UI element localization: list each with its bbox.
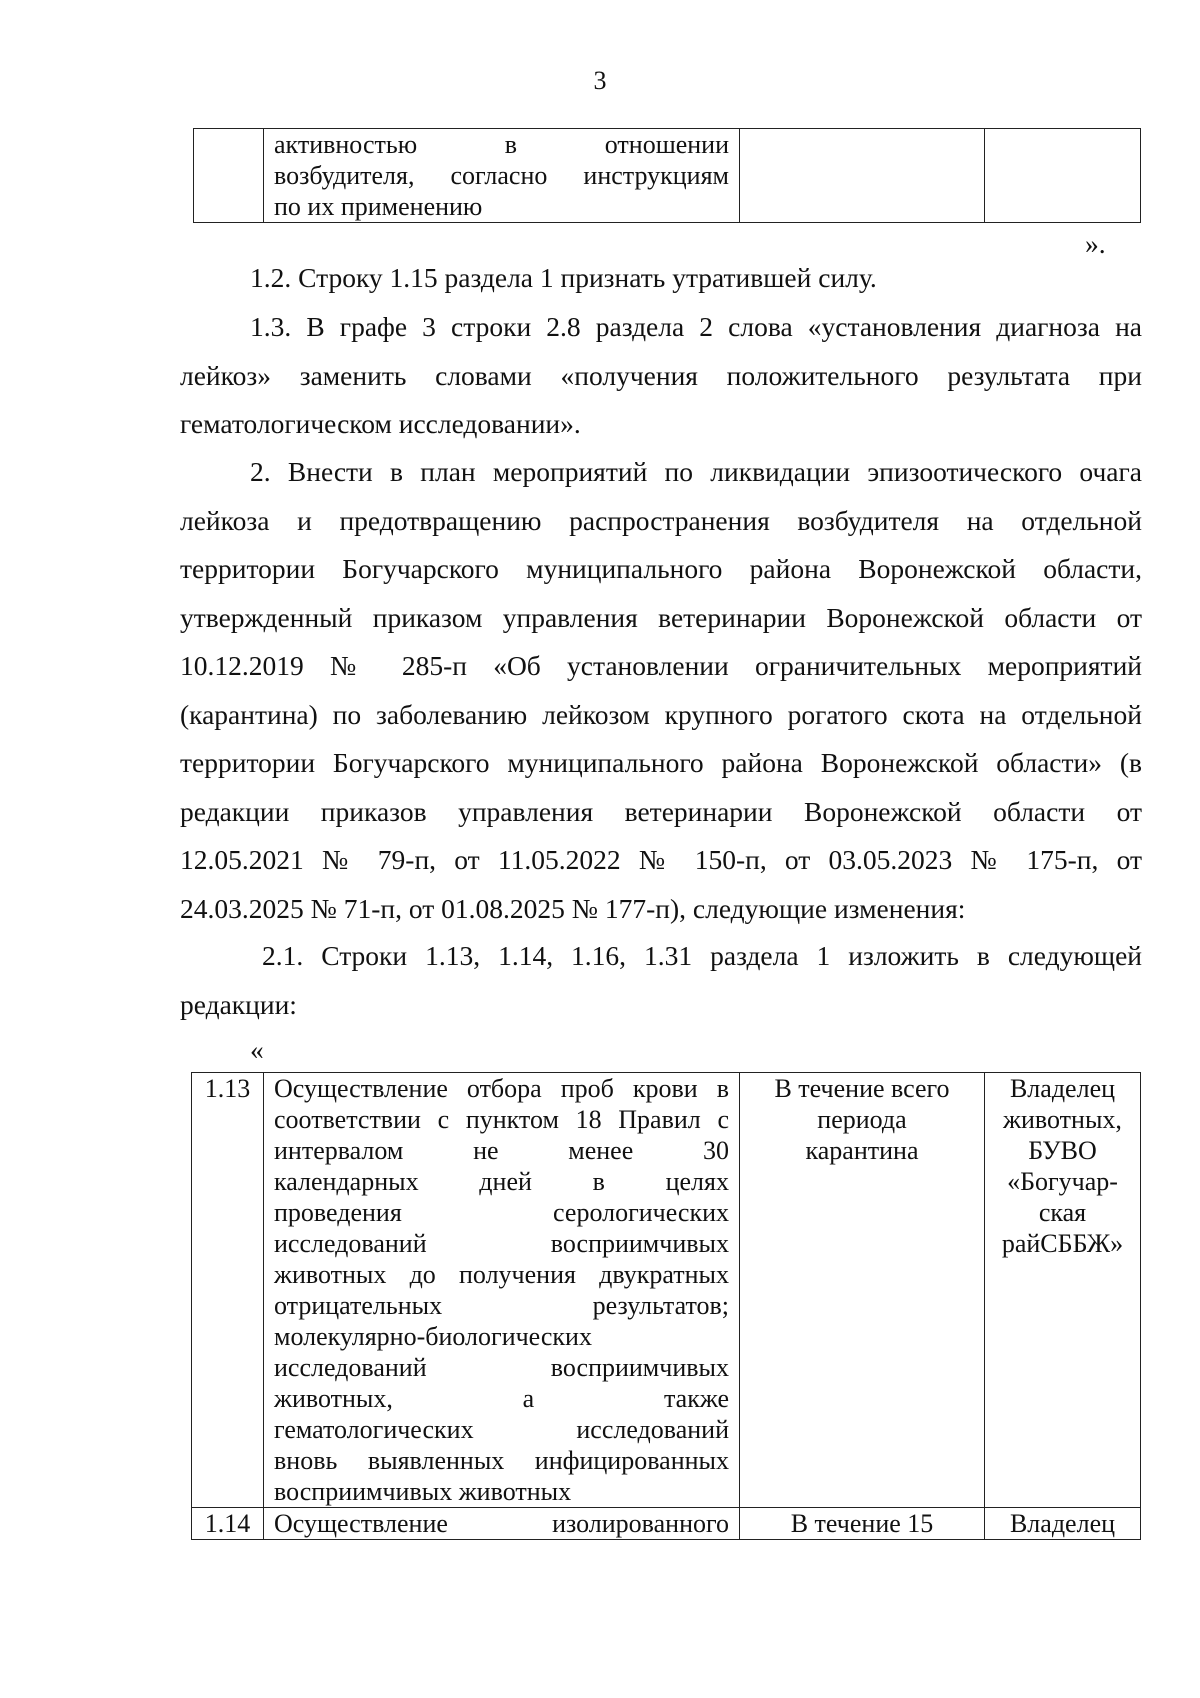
measure-description-cell	[264, 1073, 740, 1508]
paragraph-line: 1.3. В графе 3 строки 2.8 раздела 2 слова «установления диагноза на	[250, 311, 1142, 342]
term-line: В течение 15	[790, 1509, 934, 1538]
measure-description-cell	[264, 129, 740, 223]
responsible-line: «Богучар-	[1007, 1167, 1118, 1196]
row-number-cell	[194, 129, 264, 223]
paragraph-line: лейкоза и предотвращению распространения возбудителя на отдельной	[180, 504, 1142, 536]
paragraph-line: (карантина) по заболеванию лейкозом крупного рогатого скота на отдельной	[180, 698, 1142, 730]
description-line: животных, а также	[274, 1384, 729, 1413]
paragraph-2-1	[180, 932, 1142, 1029]
term-cell	[740, 1073, 985, 1508]
paragraph-line: редакции:	[180, 988, 297, 1020]
paragraph-1-3	[180, 303, 1142, 449]
responsible-line: животных,	[1003, 1105, 1122, 1134]
term-cell	[740, 129, 985, 223]
description-line: молекулярно-биологических	[274, 1322, 592, 1351]
term-line: карантина	[805, 1136, 919, 1165]
term-cell	[740, 1508, 985, 1540]
measure-description-cell	[264, 1508, 740, 1540]
measures-table	[191, 1072, 1141, 1540]
paragraph-line: гематологическом исследовании».	[180, 408, 581, 439]
paragraph-line: территории Богучарского муниципального района Воронежской области» (в	[180, 747, 1142, 778]
paragraph-line: 2.1. Строки 1.13, 1.14, 1.16, 1.31 раздела 1 изложить в следующей	[262, 940, 1142, 971]
description-line: животных до получения двукратных	[274, 1260, 729, 1289]
term-line: В течение всего	[774, 1074, 950, 1103]
paragraph-line: 10.12.2019 № 285-п «Об установлении ограничительных мероприятий	[180, 650, 1142, 681]
row-number-cell: 1.14	[192, 1508, 264, 1540]
description-line: восприимчивых животных	[274, 1477, 572, 1506]
description-line: проведения серологических	[274, 1198, 729, 1227]
description-line: Осуществление отбора проб крови в	[274, 1074, 729, 1103]
responsible-cell	[985, 1508, 1141, 1540]
responsible-line: БУВО	[1028, 1136, 1097, 1165]
paragraph-line: лейкоз» заменить словами «получения положительного результата при	[180, 359, 1142, 391]
responsible-line: Владелец	[1009, 1509, 1116, 1538]
description-line: исследований восприимчивых	[274, 1353, 729, 1382]
description-line: гематологических исследований	[274, 1415, 729, 1444]
paragraph-line: редакции приказов управления ветеринарии Воронежской области от	[180, 795, 1142, 827]
responsible-line: Владелец	[1009, 1074, 1116, 1103]
opening-quote: «	[250, 1034, 264, 1065]
description-line: возбудителя, согласно инструкциям	[274, 161, 729, 190]
responsible-line: ская	[1038, 1198, 1087, 1227]
table-row	[192, 1508, 1141, 1540]
description-line: отрицательных результатов;	[274, 1291, 729, 1320]
table-row	[194, 129, 1141, 223]
paragraph-line: территории Богучарского муниципального района Воронежской области,	[180, 553, 1142, 584]
description-line: интервалом не менее 30	[274, 1136, 729, 1165]
paragraph-2	[180, 448, 1142, 933]
page-number: 3	[593, 66, 607, 95]
responsible-line: райСББЖ»	[1001, 1229, 1124, 1258]
continued-measures-table	[193, 128, 1141, 223]
description-line: календарных дней в целях	[274, 1167, 729, 1196]
paragraph-1-2: 1.2. Строку 1.15 раздела 1 признать утратившей силу.	[250, 262, 877, 293]
row-number-cell: 1.13	[192, 1073, 264, 1508]
description-line: исследований восприимчивых	[274, 1229, 729, 1258]
closing-quote: ».	[1085, 228, 1106, 259]
description-line: по их применению	[274, 192, 483, 221]
description-line: активностью в отношении	[274, 130, 729, 159]
description-line: вновь выявленных инфицированных	[274, 1446, 729, 1475]
paragraph-line: 12.05.2021 № 79-п, от 11.05.2022 № 150-п, от 03.05.2023 № 175-п, от	[180, 844, 1142, 875]
description-line: соответствии с пунктом 18 Правил с	[274, 1105, 729, 1134]
responsible-cell	[985, 129, 1141, 223]
description-line: Осуществление изолированного	[274, 1509, 729, 1538]
term-line: периода	[817, 1105, 907, 1134]
table-row	[192, 1073, 1141, 1508]
paragraph-line: 24.03.2025 № 71-п, от 01.08.2025 № 177-п), следующие изменения:	[180, 892, 966, 924]
responsible-cell	[985, 1073, 1141, 1508]
paragraph-line: утвержденный приказом управления ветеринарии Воронежской области от	[180, 601, 1142, 633]
paragraph-line: 2. Внести в план мероприятий по ликвидации эпизоотического очага	[250, 456, 1142, 487]
